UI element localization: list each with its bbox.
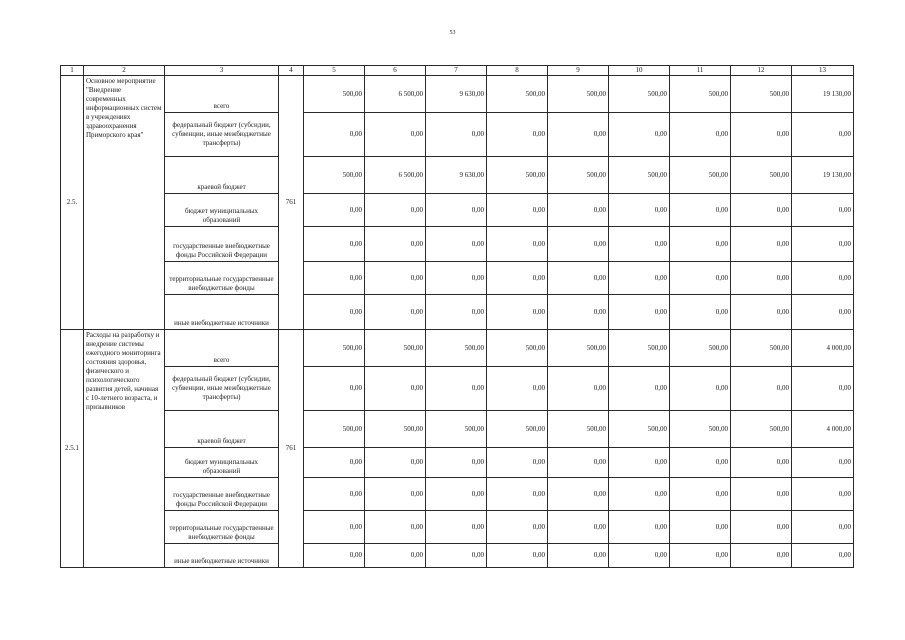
column-header: 11 xyxy=(670,66,731,76)
amount-cell: 500,00 xyxy=(365,411,426,448)
amount-cell: 0,00 xyxy=(670,194,731,227)
amount-cell: 500,00 xyxy=(304,330,365,367)
amount-cell: 0,00 xyxy=(792,295,854,330)
amount-cell: 0,00 xyxy=(731,227,792,262)
table-row xyxy=(61,262,854,295)
amount-cell: 500,00 xyxy=(609,411,670,448)
section-code: 2.5. xyxy=(61,76,84,330)
amount-cell: 0,00 xyxy=(487,295,548,330)
amount-cell: 500,00 xyxy=(609,157,670,194)
amount-cell: 0,00 xyxy=(304,367,365,411)
amount-cell: 0,00 xyxy=(792,544,854,568)
amount-cell: 0,00 xyxy=(792,448,854,478)
amount-cell: 0,00 xyxy=(426,544,487,568)
amount-cell: 0,00 xyxy=(426,227,487,262)
amount-cell: 0,00 xyxy=(548,367,609,411)
amount-cell: 500,00 xyxy=(548,157,609,194)
amount-cell: 0,00 xyxy=(487,544,548,568)
amount-cell: 0,00 xyxy=(609,262,670,295)
amount-cell: 0,00 xyxy=(670,262,731,295)
amount-cell: 0,00 xyxy=(487,113,548,157)
amount-cell: 0,00 xyxy=(426,448,487,478)
table-body xyxy=(61,76,854,568)
amount-cell: 0,00 xyxy=(365,448,426,478)
amount-cell: 0,00 xyxy=(792,511,854,544)
funding-source: бюджет муниципальных образований xyxy=(165,448,279,478)
amount-cell: 0,00 xyxy=(792,194,854,227)
table-row xyxy=(61,113,854,157)
amount-cell: 0,00 xyxy=(609,367,670,411)
amount-cell: 0,00 xyxy=(487,448,548,478)
funding-source: федеральный бюджет (субсидии, субвенции, иные межбюджетные трансферты) xyxy=(165,113,279,157)
funding-source: бюджет муниципальных образований xyxy=(165,194,279,227)
amount-cell: 0,00 xyxy=(609,478,670,511)
amount-cell: 0,00 xyxy=(670,544,731,568)
header-row xyxy=(61,66,854,76)
amount-cell: 0,00 xyxy=(304,194,365,227)
page-number: 53 xyxy=(449,30,456,36)
amount-cell: 0,00 xyxy=(670,227,731,262)
amount-cell: 500,00 xyxy=(731,157,792,194)
funding-source: территориальные государственные внебюджетные фонды xyxy=(165,511,279,544)
amount-cell: 500,00 xyxy=(670,76,731,113)
amount-cell: 500,00 xyxy=(731,76,792,113)
column-header: 5 xyxy=(304,66,365,76)
amount-cell: 0,00 xyxy=(548,544,609,568)
amount-cell: 6 500,00 xyxy=(365,76,426,113)
amount-cell: 0,00 xyxy=(487,227,548,262)
table-row xyxy=(61,227,854,262)
column-header: 13 xyxy=(792,66,854,76)
amount-cell: 4 000,00 xyxy=(792,330,854,367)
amount-cell: 0,00 xyxy=(792,478,854,511)
amount-cell: 0,00 xyxy=(304,511,365,544)
amount-cell: 0,00 xyxy=(365,295,426,330)
amount-cell: 0,00 xyxy=(670,367,731,411)
amount-cell: 0,00 xyxy=(487,194,548,227)
funding-source: всего xyxy=(165,330,279,367)
amount-cell: 500,00 xyxy=(426,330,487,367)
funding-source: иные внебюджетные источники xyxy=(165,544,279,568)
amount-cell: 0,00 xyxy=(304,227,365,262)
amount-cell: 500,00 xyxy=(548,330,609,367)
amount-cell: 500,00 xyxy=(670,157,731,194)
amount-cell: 500,00 xyxy=(426,411,487,448)
table-row xyxy=(61,76,854,113)
column-header: 1 xyxy=(61,66,84,76)
amount-cell: 0,00 xyxy=(487,367,548,411)
column-header: 12 xyxy=(731,66,792,76)
funding-source: государственные внебюджетные фонды Российской Федерации xyxy=(165,478,279,511)
table-row xyxy=(61,411,854,448)
amount-cell: 0,00 xyxy=(365,367,426,411)
amount-cell: 500,00 xyxy=(304,157,365,194)
amount-cell: 0,00 xyxy=(548,448,609,478)
funding-source: всего xyxy=(165,76,279,113)
funding-source: государственные внебюджетные фонды Российской Федерации xyxy=(165,227,279,262)
amount-cell: 0,00 xyxy=(731,194,792,227)
amount-cell: 0,00 xyxy=(548,511,609,544)
section-name: Расходы на разработку и внедрение системы ежегодного мониторинга состояния здоровья, физического и психологического развития детей, начиная с 10-летнего возраста, и призывников xyxy=(84,330,165,568)
amount-cell: 0,00 xyxy=(548,295,609,330)
amount-cell: 500,00 xyxy=(609,330,670,367)
table-row xyxy=(61,194,854,227)
amount-cell: 500,00 xyxy=(731,411,792,448)
amount-cell: 0,00 xyxy=(731,544,792,568)
amount-cell: 0,00 xyxy=(365,544,426,568)
amount-cell: 0,00 xyxy=(792,227,854,262)
column-header: 4 xyxy=(279,66,304,76)
funding-source: иные внебюджетные источники xyxy=(165,295,279,330)
funding-source: краевой бюджет xyxy=(165,411,279,448)
amount-cell: 500,00 xyxy=(487,411,548,448)
funding-source: краевой бюджет xyxy=(165,157,279,194)
table-row xyxy=(61,295,854,330)
table-row xyxy=(61,367,854,411)
amount-cell: 0,00 xyxy=(426,194,487,227)
amount-cell: 0,00 xyxy=(304,448,365,478)
amount-cell: 0,00 xyxy=(365,262,426,295)
amount-cell: 0,00 xyxy=(304,113,365,157)
amount-cell: 0,00 xyxy=(426,367,487,411)
amount-cell: 500,00 xyxy=(487,76,548,113)
amount-cell: 0,00 xyxy=(609,295,670,330)
amount-cell: 0,00 xyxy=(792,262,854,295)
amount-cell: 0,00 xyxy=(548,194,609,227)
amount-cell: 500,00 xyxy=(670,330,731,367)
amount-cell: 0,00 xyxy=(426,262,487,295)
amount-cell: 0,00 xyxy=(426,295,487,330)
column-header: 6 xyxy=(365,66,426,76)
amount-cell: 0,00 xyxy=(670,448,731,478)
amount-cell: 4 000,00 xyxy=(792,411,854,448)
amount-cell: 0,00 xyxy=(609,511,670,544)
amount-cell: 0,00 xyxy=(426,511,487,544)
amount-cell: 500,00 xyxy=(487,157,548,194)
amount-cell: 0,00 xyxy=(548,227,609,262)
amount-cell: 0,00 xyxy=(609,544,670,568)
amount-cell: 0,00 xyxy=(670,511,731,544)
amount-cell: 0,00 xyxy=(487,478,548,511)
organization-code: 761 xyxy=(279,76,304,330)
amount-cell: 500,00 xyxy=(548,411,609,448)
amount-cell: 0,00 xyxy=(609,227,670,262)
table-row xyxy=(61,330,854,367)
amount-cell: 0,00 xyxy=(487,511,548,544)
section-name: Основное мероприятие "Внедрение современных информационных систем в учреждениях здравоохранения Приморского края" xyxy=(84,76,165,330)
column-header: 3 xyxy=(165,66,279,76)
organization-code: 761 xyxy=(279,330,304,568)
budget-table xyxy=(60,65,854,568)
amount-cell: 0,00 xyxy=(731,511,792,544)
column-header: 2 xyxy=(84,66,165,76)
amount-cell: 500,00 xyxy=(304,76,365,113)
amount-cell: 0,00 xyxy=(609,113,670,157)
amount-cell: 0,00 xyxy=(426,113,487,157)
amount-cell: 0,00 xyxy=(609,448,670,478)
amount-cell: 0,00 xyxy=(365,478,426,511)
column-header: 7 xyxy=(426,66,487,76)
column-header: 9 xyxy=(548,66,609,76)
amount-cell: 19 130,00 xyxy=(792,157,854,194)
amount-cell: 0,00 xyxy=(365,194,426,227)
amount-cell: 0,00 xyxy=(548,262,609,295)
amount-cell: 500,00 xyxy=(487,330,548,367)
amount-cell: 0,00 xyxy=(731,113,792,157)
amount-cell: 0,00 xyxy=(609,194,670,227)
amount-cell: 500,00 xyxy=(670,411,731,448)
amount-cell: 0,00 xyxy=(304,478,365,511)
table-row xyxy=(61,511,854,544)
amount-cell: 0,00 xyxy=(792,113,854,157)
amount-cell: 0,00 xyxy=(365,511,426,544)
table-row xyxy=(61,544,854,568)
funding-source: территориальные государственные внебюджетные фонды xyxy=(165,262,279,295)
amount-cell: 0,00 xyxy=(548,113,609,157)
amount-cell: 0,00 xyxy=(731,367,792,411)
amount-cell: 0,00 xyxy=(731,478,792,511)
amount-cell: 0,00 xyxy=(731,295,792,330)
amount-cell: 0,00 xyxy=(670,478,731,511)
table-row xyxy=(61,478,854,511)
amount-cell: 0,00 xyxy=(548,478,609,511)
amount-cell: 0,00 xyxy=(731,262,792,295)
column-header: 8 xyxy=(487,66,548,76)
amount-cell: 0,00 xyxy=(670,295,731,330)
section-code: 2.5.1 xyxy=(61,330,84,568)
amount-cell: 6 500,00 xyxy=(365,157,426,194)
table-row xyxy=(61,157,854,194)
amount-cell: 500,00 xyxy=(365,330,426,367)
amount-cell: 0,00 xyxy=(304,544,365,568)
amount-cell: 500,00 xyxy=(731,330,792,367)
amount-cell: 500,00 xyxy=(548,76,609,113)
amount-cell: 0,00 xyxy=(487,262,548,295)
amount-cell: 0,00 xyxy=(670,113,731,157)
amount-cell: 500,00 xyxy=(304,411,365,448)
column-header: 10 xyxy=(609,66,670,76)
amount-cell: 0,00 xyxy=(365,113,426,157)
table-row xyxy=(61,448,854,478)
amount-cell: 0,00 xyxy=(731,448,792,478)
amount-cell: 0,00 xyxy=(792,367,854,411)
amount-cell: 500,00 xyxy=(609,76,670,113)
amount-cell: 9 630,00 xyxy=(426,157,487,194)
amount-cell: 0,00 xyxy=(426,478,487,511)
amount-cell: 0,00 xyxy=(304,262,365,295)
amount-cell: 0,00 xyxy=(304,295,365,330)
funding-source: федеральный бюджет (субсидии, субвенции, иные межбюджетные трансферты) xyxy=(165,367,279,411)
amount-cell: 19 130,00 xyxy=(792,76,854,113)
amount-cell: 9 630,00 xyxy=(426,76,487,113)
amount-cell: 0,00 xyxy=(365,227,426,262)
